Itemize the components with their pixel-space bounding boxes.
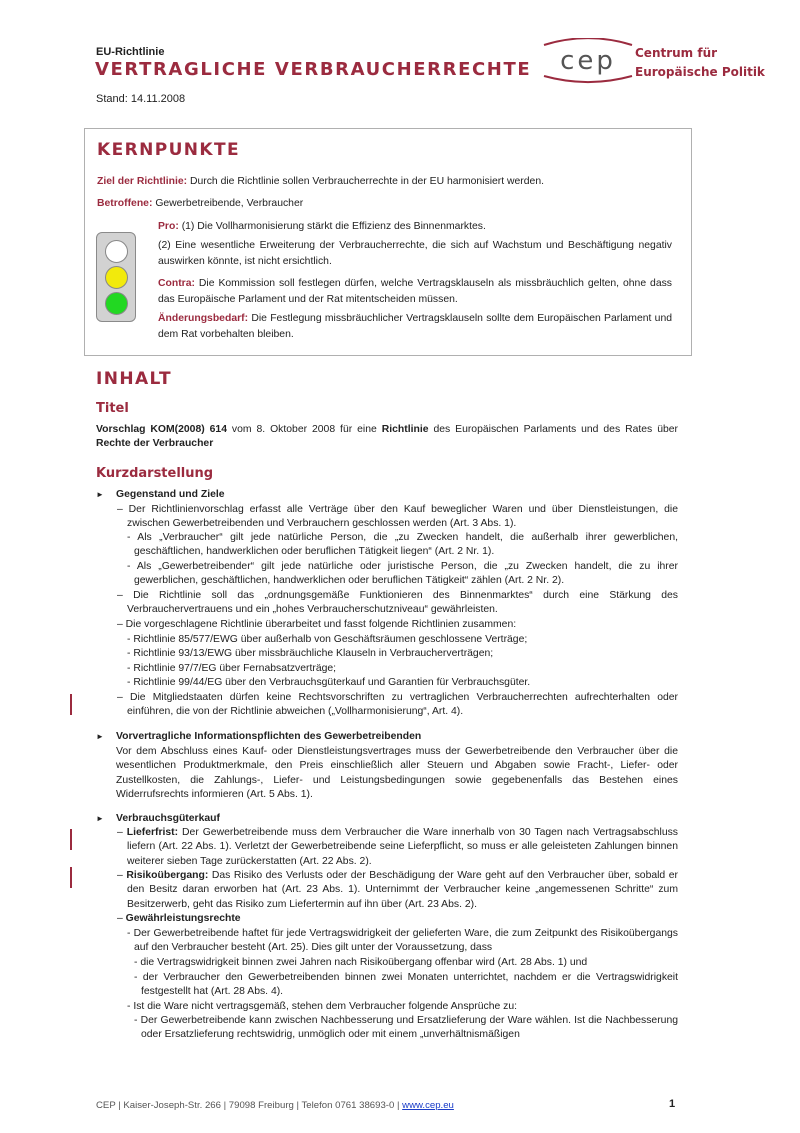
pro-point-1 xyxy=(158,219,672,235)
risk-label: Risikoübergang: xyxy=(126,870,209,881)
information-paragraph: Vor dem Abschluss eines Kauf- oder Dienstleistungsvertrages muss der Gewerbetreibende den Verbraucher über die wesentlichen Produktmerkmale, den Preis einschließlich aller Steuern und Abgaben sowie Fracht-, Liefer- oder Zustellkosten, die Zahlungs-, Liefer- und Leistungsbedingungen sowie gegebenenfalls das Bestehen eines Widerrufsrechts informieren (Art. 5 Abs. 1). xyxy=(116,746,678,801)
page-footer xyxy=(96,1099,454,1113)
change-marker xyxy=(70,694,72,715)
directive-item-1: - Richtlinie 85/577/EWG über außerhalb von Geschäftsräumen geschlossene Verträge; xyxy=(127,634,528,645)
key-points-title: KERNPUNKTE xyxy=(97,140,240,160)
warranty-condition-2: - der Verbraucher den Gewerbetreibenden binnen zwei Monaten unterrichtet, nachdem er die Vertragswidrigkeit festgestellt hat (Art. 28 Abs. 4). xyxy=(134,972,678,998)
page-number: 1 xyxy=(669,1098,676,1110)
affected-text: Gewerbetreibende, Verbraucher xyxy=(155,198,304,209)
title-text-2: des Europäischen Parlaments und des Rates über xyxy=(428,424,678,435)
contra-point xyxy=(158,276,672,307)
subject-line-1: – Der Richtlinienvorschlag erfasst alle Verträge über den Kauf beweglicher Waren und über Dienstleistungen, die zwischen Gewerbetreibenden und Verbrauchern geschlossen werden (Art. 3 Abs. 1). xyxy=(117,504,678,530)
goal-row xyxy=(97,175,544,189)
warranty-claim-1: - Der Gewerbetreibende kann zwischen Nachbesserung und Ersatzlieferung der Ware wählen. Ist die Nachbesserung oder Ersatzlieferung rechtswidrig, unmöglich oder mit einem „unverhältnismäßigen xyxy=(134,1015,678,1041)
traffic-light-icon xyxy=(96,232,136,322)
bullet-subject xyxy=(96,488,225,502)
bullet-subject-title: Gegenstand und Ziele xyxy=(116,489,225,500)
warranty-condition-1: - die Vertragswidrigkeit binnen zwei Jahren nach Risikoübergang offenbar wird (Art. 28 Abs. 1) und xyxy=(134,957,588,968)
content-heading: INHALT xyxy=(96,369,172,389)
bullet-information xyxy=(96,730,421,744)
subject-line-3: – Die vorgeschlagene Richtlinie überarbeitet und fasst folgende Richtlinien zusammen: xyxy=(117,619,517,630)
key-points-box xyxy=(84,128,692,356)
document-date: Stand: 14.11.2008 xyxy=(96,93,186,105)
traffic-light-yellow xyxy=(105,266,128,289)
pro-text-1: (1) Die Vollharmonisierung stärkt die Effizienz des Binnenmarktes. xyxy=(181,221,486,232)
proposal-ref: Vorschlag KOM(2008) 614 xyxy=(96,424,227,435)
document-title: VERTRAGLICHE VERBRAUCHERRECHTE xyxy=(95,59,532,80)
pro-label: Pro: xyxy=(158,221,179,232)
warranty-rights: – Gewährleistungsrechte xyxy=(117,913,241,924)
bullet-information-title: Vorvertragliche Informationspflichten des Gewerbetreibenden xyxy=(116,731,422,742)
bullet-purchase xyxy=(96,812,220,826)
bullet-purchase-title: Verbrauchsgüterkauf xyxy=(116,813,220,824)
change-need-text: Die Festlegung missbräuchlicher Vertragsklauseln sollte dem Europäischen Parlament und dem Rat vorbehalten bleiben. xyxy=(158,313,673,340)
subject-trader-def: - Als „Gewerbetreibender“ gilt jede natürliche oder juristische Person, die „zu Zwecken handelt, die zu ihrer gewerblichen, geschäftlichen, handwerklichen oder beruflichen Tätigkeit“ zählen (Art. 2 Nr. 2). xyxy=(127,561,678,587)
change-need-label: Änderungsbedarf: xyxy=(158,313,249,324)
change-marker xyxy=(70,867,72,888)
directive-item-4: - Richtlinie 99/44/EG über den Verbrauchsgüterkauf und Garantien für Verbrauchsgüter. xyxy=(127,677,531,688)
risk-text: Das Risiko des Verlusts oder der Beschädigung der Ware geht auf den Verbraucher über, sobald er den Besitz daran erworben hat (Art. 23 Abs. 1). Unternimmt der Verbraucher keine „angemessenen Schritte“ zum Besitzerwerb, geht das Risiko zum Liefertermin auf ihn über (Art. 23 Abs. 2). xyxy=(127,870,678,910)
subject-consumer-def: - Als „Verbraucher“ gilt jede natürliche Person, die „zu Zwecken handelt, die außerhalb ihrer gewerblichen, geschäftlichen, handwerklichen oder beruflichen Tätigkeit liegen“ (Art. 2 Nr. 1). xyxy=(127,532,678,558)
cep-logo-text: cep xyxy=(560,46,616,76)
goal-text: Durch die Richtlinie sollen Verbraucherrechte in der EU harmonisiert werden. xyxy=(189,176,544,187)
consumer-rights-word: Rechte der Verbraucher xyxy=(96,438,214,450)
change-need-point xyxy=(158,311,672,342)
subject-line-4: – Die Mitgliedstaaten dürfen keine Rechtsvorschriften zu vertraglichen Verbraucherrechten aufrechterhalten oder einführen, die von der Richtlinie abweichen („Vollharmonisierung“, Art. 4). xyxy=(117,692,678,718)
affected-row xyxy=(97,197,303,211)
pro-point-2: (2) Eine wesentliche Erweiterung der Verbraucherrechte, die sich auf Wachstum und Beschäftigung negativ auswirken könnte, ist nicht ersichtlich. xyxy=(158,240,672,267)
change-marker xyxy=(70,829,72,850)
goal-label: Ziel der Richtlinie: xyxy=(97,176,188,187)
org-line-1: Centrum für xyxy=(635,46,718,60)
bullet-arrow-icon: ► xyxy=(96,732,104,741)
title-text-1: vom 8. Oktober 2008 für eine xyxy=(226,424,382,435)
traffic-light-green xyxy=(105,292,128,315)
delivery-label: Lieferfrist: xyxy=(126,827,179,838)
footer-address: CEP | Kaiser-Joseph-Str. 266 | 79098 Freiburg | Telefon 0761 38693-0 | xyxy=(96,1100,403,1111)
bullet-arrow-icon: ► xyxy=(96,814,104,823)
summary-subheading: Kurzdarstellung xyxy=(96,466,214,481)
title-paragraph xyxy=(96,423,678,452)
cep-logo xyxy=(538,38,638,88)
warranty-line-2: - Ist die Ware nicht vertragsgemäß, stehen dem Verbraucher folgende Ansprüche zu: xyxy=(127,1001,518,1012)
delivery-deadline: – Lieferfrist: Der Gewerbetreibende muss dem Verbraucher die Ware innerhalb von 30 Tagen nach Vertragsabschluss liefern (Art. 22 Abs. 1). Verletzt der Gewerbetreibende seine Lieferpflicht, so muss er alle geleisteten Zahlungen binnen weiterer sieben Tage zurückerstatten (Art. 22 Abs. 2). xyxy=(117,827,678,867)
footer-website-link[interactable]: www.cep.eu xyxy=(402,1100,454,1111)
org-line-2: Europäische Politik xyxy=(635,65,765,79)
directive-item-3: - Richtlinie 97/7/EG über Fernabsatzverträge; xyxy=(127,663,337,674)
affected-label: Betroffene: xyxy=(97,198,153,209)
organization-name xyxy=(635,44,765,82)
subject-line-2: – Die Richtlinie soll das „ordnungsgemäße Funktionieren des Binnenmarktes“ durch eine Stärkung des Verbrauchervertrauens und ein „hohes Verbraucherschutzniveau“ gewährleisten. xyxy=(117,590,678,616)
risk-transfer: – Risikoübergang: Das Risiko des Verlusts oder der Beschädigung der Ware geht auf den Verbraucher über, sobald er den Besitz daran erworben hat (Art. 23 Abs. 1). Unternimmt der Verbraucher keine „angemessenen Schritte“ zum Besitzerwerb, geht das Risiko zum Liefertermin auf ihn über (Art. 23 Abs. 2). xyxy=(117,870,678,910)
directive-word: Richtlinie xyxy=(381,424,429,435)
bullet-arrow-icon: ► xyxy=(96,490,104,499)
traffic-light-white xyxy=(105,240,128,263)
contra-text: Die Kommission soll festlegen dürfen, welche Vertragsklauseln als missbräuchlich gelten, ohne dass das Europäische Parlament und der Rat mitentscheiden müssen. xyxy=(158,278,673,305)
title-subheading: Titel xyxy=(96,401,129,416)
warranty-line-1: - Der Gewerbetreibende haftet für jede Vertragswidrigkeit der gelieferten Ware, die zum Zeitpunkt des Risikoübergangs auf den Verbraucher besteht (Art. 25). Dies gilt unter der Voraussetzung, dass xyxy=(127,928,678,954)
directive-item-2: - Richtlinie 93/13/EWG über missbräuchliche Klauseln in Verbraucherverträgen; xyxy=(127,648,494,659)
doc-type-label: EU-Richtlinie xyxy=(96,46,165,58)
contra-label: Contra: xyxy=(158,278,195,289)
warranty-label: Gewährleistungsrechte xyxy=(125,913,241,924)
delivery-text: Der Gewerbetreibende muss dem Verbraucher die Ware innerhalb von 30 Tagen nach Vertragsabschluss liefern (Art. 22 Abs. 1). Verletzt der Gewerbetreibende seine Lieferpflicht, so muss er alle geleisteten Zahlungen binnen weiterer sieben Tage zurückerstatten (Art. 22 Abs. 2). xyxy=(127,827,678,867)
